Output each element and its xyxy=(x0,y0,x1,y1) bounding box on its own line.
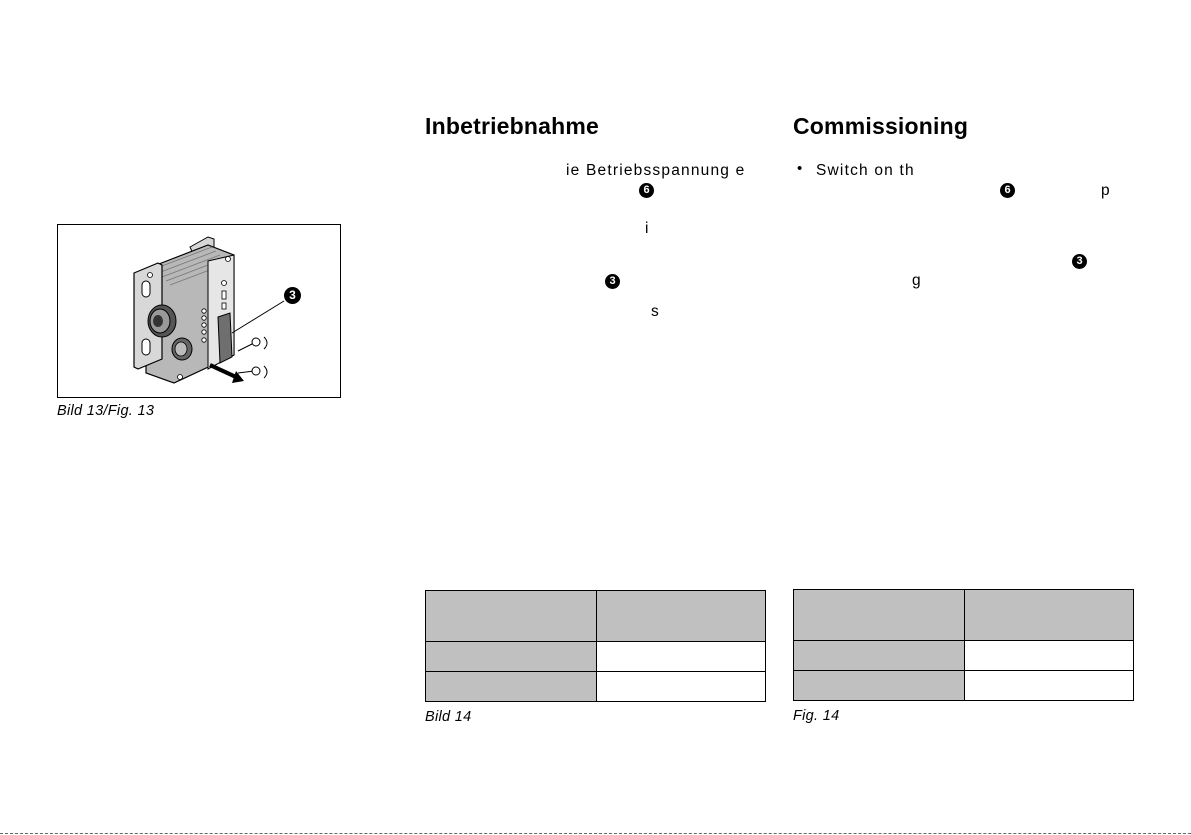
de-text-fragment-s: s xyxy=(651,303,660,320)
en-text-fragment-p: p xyxy=(1101,182,1111,199)
callout-3-badge: 3 xyxy=(284,287,301,304)
en-bullet: • xyxy=(797,160,803,177)
device-illustration xyxy=(58,225,340,397)
en-ref-6-badge: 6 xyxy=(1000,183,1015,198)
de-table-row-label xyxy=(426,672,597,702)
de-table-header-cell xyxy=(597,591,766,642)
heading-commissioning: Commissioning xyxy=(793,113,969,139)
de-table-row-value xyxy=(597,642,766,672)
en-text-line-1: Switch on th xyxy=(816,162,915,179)
en-text-fragment-g: g xyxy=(912,272,922,289)
de-figure-14-caption: Bild 14 xyxy=(425,709,472,725)
en-table xyxy=(793,589,1134,701)
de-ref-6-badge: 6 xyxy=(639,183,654,198)
en-table-row-value xyxy=(965,641,1134,671)
de-text-fragment-i: i xyxy=(645,220,650,237)
en-ref-3-badge: 3 xyxy=(1072,254,1087,269)
en-table-header-cell xyxy=(965,590,1134,641)
page-bottom-rule xyxy=(0,833,1191,834)
en-table-row-label xyxy=(794,641,965,671)
en-table-header-cell xyxy=(794,590,965,641)
figure-13-caption: Bild 13/Fig. 13 xyxy=(57,403,155,419)
de-table-header-cell xyxy=(426,591,597,642)
de-table-row-label xyxy=(426,642,597,672)
de-ref-3-badge: 3 xyxy=(605,274,620,289)
de-table xyxy=(425,590,766,702)
heading-inbetriebnahme: Inbetriebnahme xyxy=(425,113,600,139)
de-text-line-1: ie Betriebsspannung e xyxy=(566,162,746,179)
de-table-row-value xyxy=(597,672,766,702)
figure-13-frame xyxy=(57,224,341,398)
en-figure-14-caption: Fig. 14 xyxy=(793,708,840,724)
en-table-row-label xyxy=(794,671,965,701)
en-table-row-value xyxy=(965,671,1134,701)
